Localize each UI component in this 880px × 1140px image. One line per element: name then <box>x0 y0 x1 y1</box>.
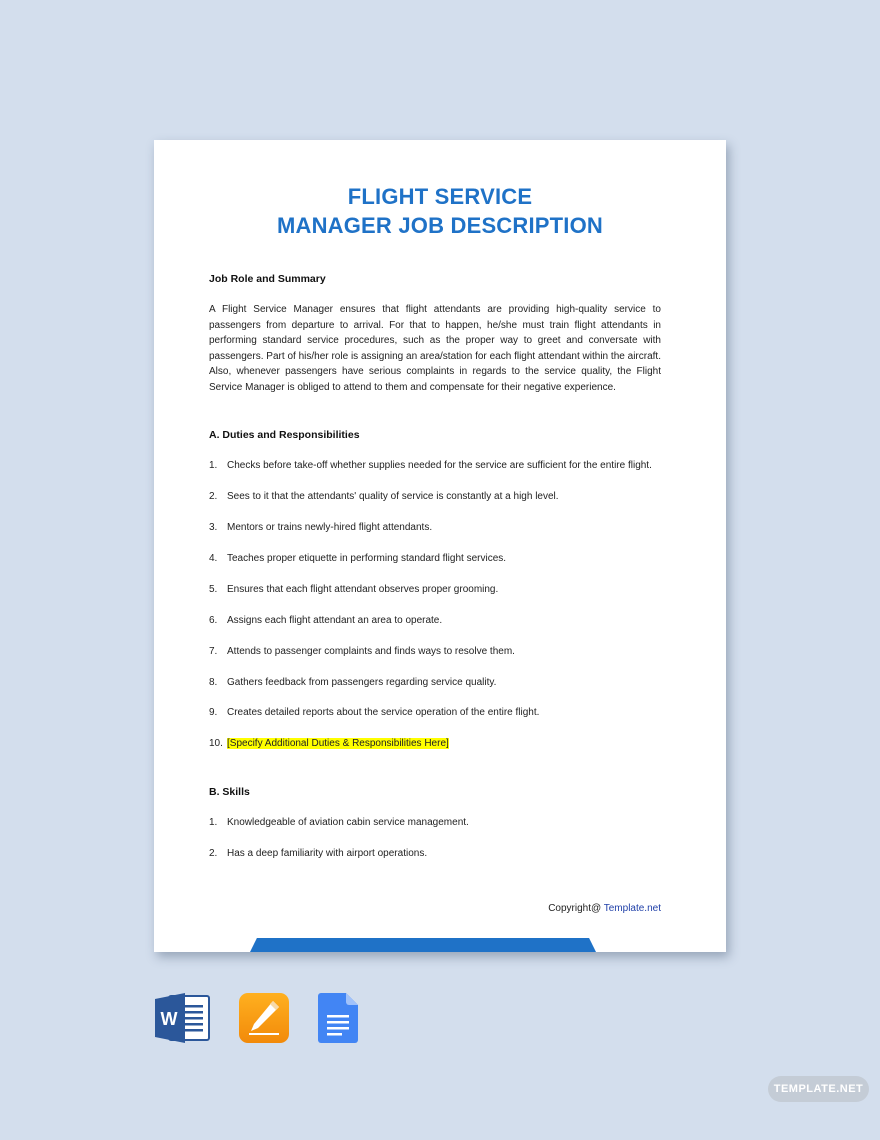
duty-item: 8. Gathers feedback from passengers regarding service quality. <box>209 677 497 688</box>
copyright: Copyright@ Template.net <box>548 903 661 914</box>
pages-icon <box>239 993 289 1043</box>
footer-accent-bar <box>250 938 596 952</box>
google-docs-icon <box>318 993 358 1043</box>
google-docs-app-icon[interactable] <box>318 993 358 1048</box>
duty-item: 7. Attends to passenger complaints and finds ways to resolve them. <box>209 646 515 657</box>
summary-paragraph: A Flight Service Manager ensures that flight attendants are providing high-quality service to passengers from departure to arrival. For that to happen, he/she must train flight attendants in performing standard service procedures, such as the proper way to greet and conversate with passengers. Part of his/her role is assigning an area/station for each flight attendant within the aircraft. Also, whenever passengers have serious complaints in regards to the service quality, the Flight Service Manager is obliged to attend to them and compensate for their negative experience. <box>209 304 661 393</box>
copyright-link[interactable]: Template.net <box>603 903 661 914</box>
pages-app-icon[interactable] <box>239 993 289 1048</box>
skill-item: 2. Has a deep familiarity with airport operations. <box>209 848 428 859</box>
duty-item: 5. Ensures that each flight attendant observes proper grooming. <box>209 584 499 595</box>
duty-item: 2. Sees to it that the attendants' quality of service is constantly at a high level. <box>209 491 559 502</box>
template-watermark: TEMPLATE.NET <box>768 1076 869 1102</box>
word-icon <box>155 993 211 1043</box>
skills-heading: B. Skills <box>209 786 250 798</box>
placeholder-highlight: [Specify Additional Duties & Responsibilities Here] <box>227 738 449 749</box>
duty-item: 9. Creates detailed reports about the service operation of the entire flight. <box>209 707 540 718</box>
duty-item: 3. Mentors or trains newly-hired flight attendants. <box>209 522 433 533</box>
duty-item: 4. Teaches proper etiquette in performing standard flight services. <box>209 553 507 564</box>
skill-item: 1. Knowledgeable of aviation cabin service management. <box>209 817 469 828</box>
word-app-icon[interactable] <box>155 993 211 1048</box>
summary-heading: Job Role and Summary <box>209 273 326 285</box>
document-title-line1: FLIGHT SERVICE <box>347 184 533 209</box>
duty-item: 1. Checks before take-off whether supplies needed for the service are sufficient for the entire flight. <box>209 460 652 471</box>
duties-heading: A. Duties and Responsibilities <box>209 429 360 441</box>
duty-item: 6. Assigns each flight attendant an area to operate. <box>209 615 443 626</box>
document-title-line2: MANAGER JOB DESCRIPTION <box>276 213 604 238</box>
svg-text:W: W <box>160 1009 178 1029</box>
duty-item-placeholder: 10. [Specify Additional Duties & Responsibilities Here] <box>209 738 449 749</box>
document-page <box>154 140 726 952</box>
